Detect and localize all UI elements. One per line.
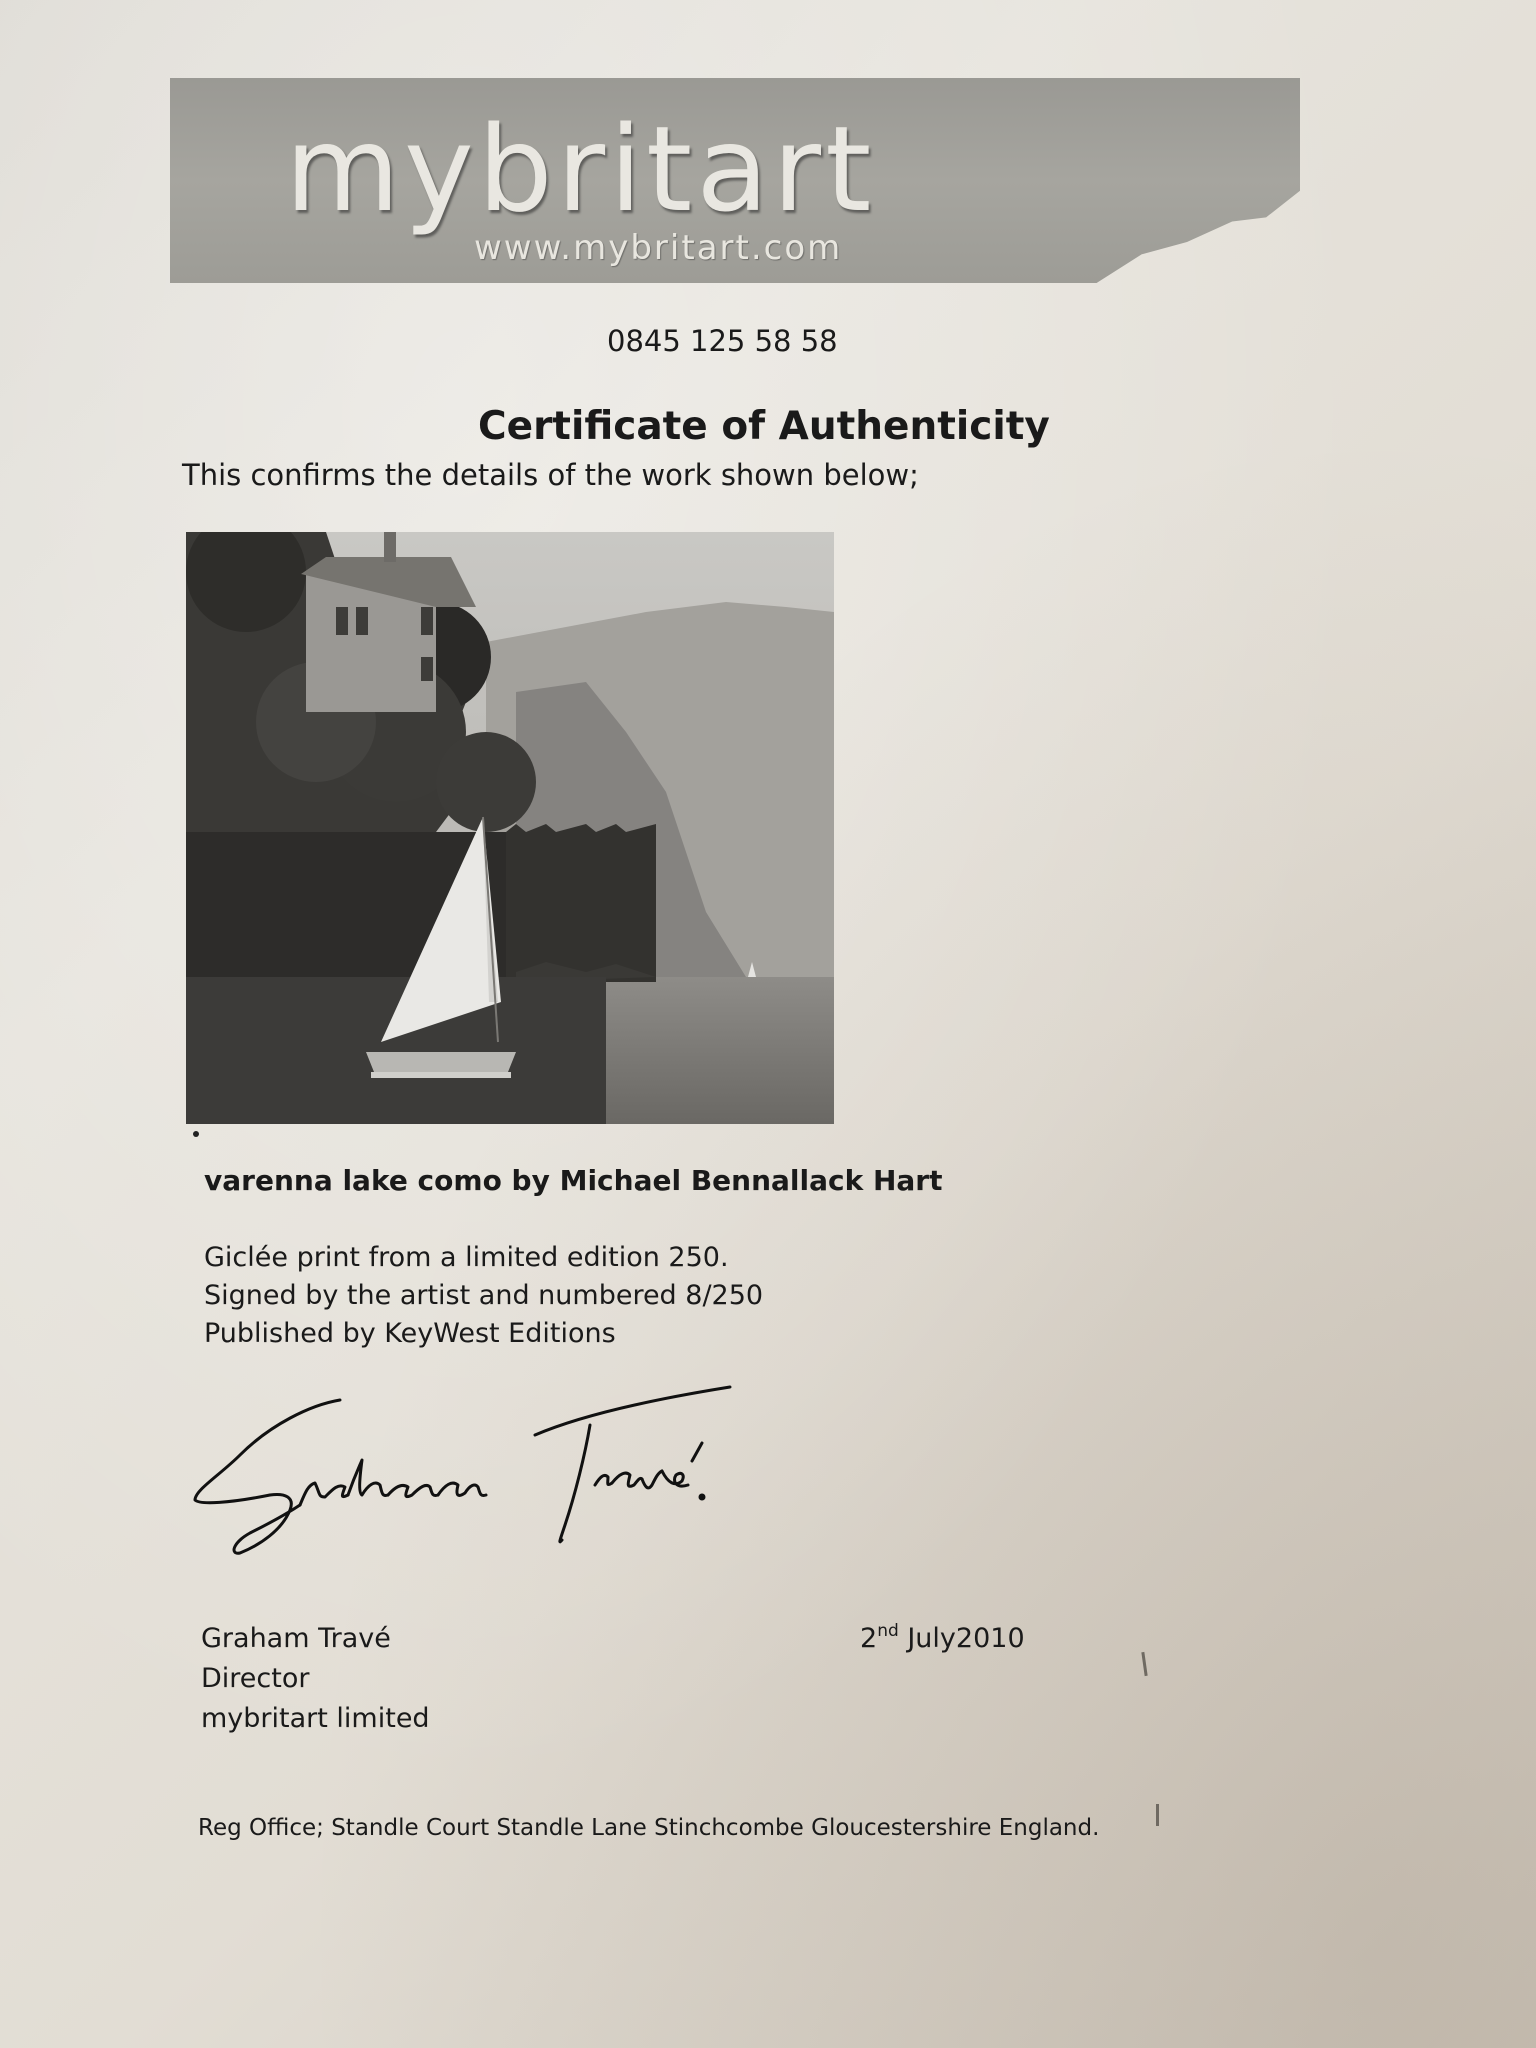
detail-line: Giclée print from a limited edition 250.	[204, 1242, 729, 1273]
detail-line: Published by KeyWest Editions	[204, 1318, 616, 1349]
date-suffix: nd	[877, 1621, 899, 1641]
signer-company: mybritart limited	[201, 1703, 430, 1734]
work-title: varenna lake como by Michael Bennallack Hart	[204, 1164, 943, 1197]
signer-name: Graham Travé	[201, 1623, 391, 1654]
certificate-date	[860, 1621, 1025, 1654]
handwritten-signature	[190, 1365, 790, 1575]
paper-mark	[1156, 1804, 1159, 1826]
bullet-dot	[193, 1131, 199, 1137]
phone-number: 0845 125 58 58	[607, 324, 838, 358]
brand-url: www.mybritart.com	[474, 228, 843, 268]
detail-line: Signed by the artist and numbered 8/250	[204, 1280, 764, 1311]
date-day: 2	[860, 1623, 878, 1654]
registered-office: Reg Office; Standle Court Standle Lane Stinchcombe Gloucestershire England.	[198, 1815, 1100, 1841]
intro-text: This confirms the details of the work shown below;	[182, 458, 919, 492]
work-details	[204, 1239, 763, 1353]
brand-logo: mybritart	[285, 100, 876, 238]
date-rest: July2010	[898, 1623, 1025, 1654]
sailboat-lake-painting-image	[186, 532, 834, 1124]
signer-role: Director	[201, 1663, 310, 1694]
page-title: Certificate of Authenticity	[478, 404, 1050, 449]
paper-mark	[1141, 1652, 1147, 1676]
signer-block	[201, 1619, 430, 1739]
